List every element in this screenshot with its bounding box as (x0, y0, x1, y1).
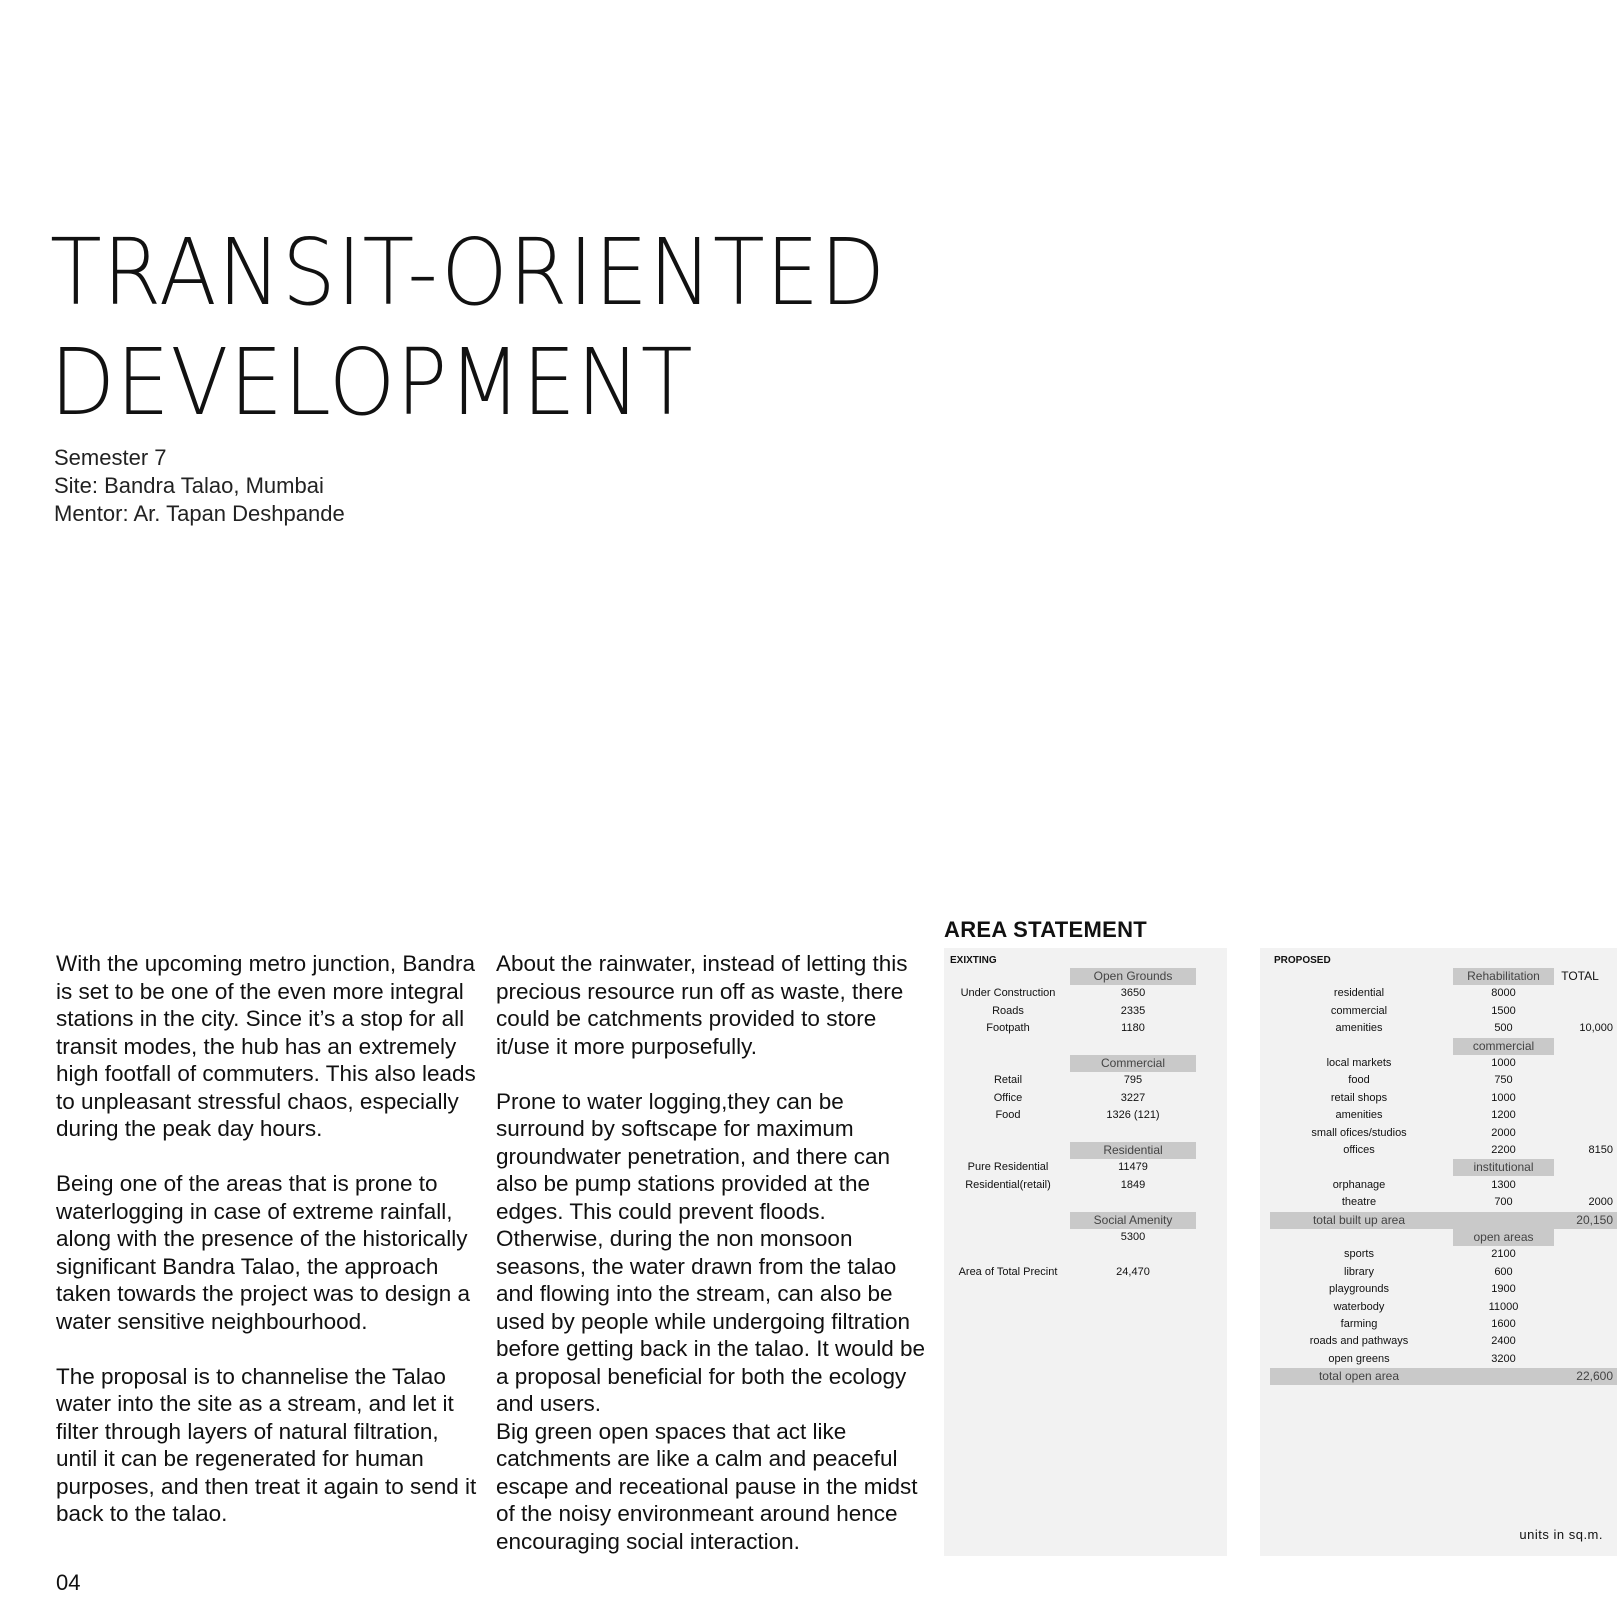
row-label: Under Construction (960, 987, 1056, 1000)
row-value: 1200 (1491, 1109, 1516, 1122)
row-value: 3227 (1120, 1091, 1146, 1104)
row-label: food (1348, 1074, 1370, 1087)
summary-label: total open area (1318, 1369, 1400, 1384)
row-value: 2000 (1491, 1126, 1516, 1139)
row-label: amenities (1335, 1022, 1383, 1035)
paragraph: The proposal is to channelise the Talao water into the site as a stream, and let it filter through layers of natural filtration, until it can be regenerated for human purposes, and then treat it again to send it back to the talao. (56, 1363, 477, 1526)
mentor-label: Mentor: Ar. Tapan Deshpande (54, 501, 345, 526)
row-label: library (1344, 1265, 1374, 1278)
page-title (50, 218, 886, 438)
row-value: 1849 (1120, 1178, 1146, 1191)
row-value: 3200 (1491, 1352, 1516, 1365)
row-label: farming (1340, 1318, 1378, 1330)
row-total: 8150 (1588, 1144, 1613, 1156)
row-label: Retail (993, 1074, 1023, 1087)
row-value: 750 (1494, 1074, 1513, 1087)
section-header: Social Amenity (1070, 1212, 1196, 1229)
row-value: 1300 (1491, 1178, 1516, 1191)
row-value: 3650 (1120, 987, 1146, 1000)
row-value: 1000 (1491, 1091, 1516, 1104)
row-value: 2200 (1491, 1144, 1516, 1156)
proposed-area-table (1260, 948, 1617, 1556)
body-column-2 (496, 950, 936, 1583)
row-value: 1180 (1121, 1022, 1145, 1035)
row-label: small ofices/studios (1311, 1126, 1407, 1139)
row-value: 795 (1123, 1074, 1143, 1087)
total-value: 24,470 (1116, 1265, 1150, 1278)
section-header: Commercial (1070, 1055, 1196, 1072)
row-label: residential (1333, 987, 1385, 1000)
row-value: 500 (1494, 1022, 1513, 1035)
section-header: institutional (1453, 1159, 1554, 1176)
paragraph: With the upcoming metro junction, Bandra is set to be one of the even more integral stations in the city. Since it’s a stop for all transit modes, the hub has an extremely high footfall of commuters. This also leads to unpleasant stressful chaos, especially during the peak day hours. (56, 951, 476, 1141)
total-column-header: TOTAL (1561, 969, 1599, 983)
semester-label: Semester 7 (54, 445, 167, 470)
row-label: roads and pathways (1309, 1335, 1409, 1348)
row-value: 1900 (1491, 1283, 1516, 1296)
page-number: 04 (56, 1570, 81, 1595)
row-value: 1326 (121) (1106, 1109, 1160, 1122)
paragraph: Prone to water logging,they can be surround by softscape for maximum groundwater penetration, and there can also be pump stations provided at the edges. This could prevent floods. Otherwise, during the non monsoon seasons, the water drawn from the talao and flowing into the stream, can also be used by people while undergoing filtration before getting back in the talao. It would be a proposal beneficial for both the ecology and users. (496, 1088, 926, 1416)
row-label: orphanage (1332, 1178, 1386, 1191)
row-label: playgrounds (1329, 1283, 1389, 1296)
row-value: 600 (1494, 1265, 1513, 1278)
row-total: 2000 (1588, 1196, 1613, 1209)
row-value: 5300 (1120, 1231, 1146, 1243)
row-label: local markets (1326, 1057, 1392, 1069)
row-label: theatre (1341, 1196, 1377, 1209)
row-value: 2100 (1491, 1248, 1516, 1261)
row-label: retail shops (1330, 1091, 1388, 1104)
row-value: 11479 (1118, 1161, 1148, 1174)
row-value: 700 (1494, 1196, 1513, 1209)
existing-label: EXIXTING (950, 955, 997, 966)
row-label: Office (993, 1091, 1023, 1104)
row-label: commercial (1330, 1004, 1388, 1017)
units-note: units in sq.m. (1519, 1527, 1603, 1542)
row-label: Footpath (986, 1022, 1030, 1035)
row-label: Pure Residential (967, 1161, 1049, 1174)
row-value: 2400 (1491, 1335, 1516, 1348)
row-value: 1600 (1491, 1318, 1516, 1330)
row-label: waterbody (1333, 1300, 1385, 1313)
paragraph: Being one of the areas that is prone to waterlogging in case of extreme rainfall, along with the presence of the historically significant Bandra Talao, the approach taken towards the project was to design a water sensitive neighbourhood. (56, 1171, 470, 1334)
row-value: 1000 (1491, 1057, 1516, 1069)
area-statement-title: AREA STATEMENT (944, 917, 1148, 942)
row-value: 2335 (1120, 1004, 1146, 1017)
row-label: offices (1343, 1144, 1375, 1156)
total-label: Area of Total Precint (958, 1265, 1058, 1278)
section-header: commercial (1453, 1038, 1554, 1055)
row-value: 8000 (1491, 987, 1516, 1000)
existing-area-table (944, 948, 1227, 1556)
row-value: 1500 (1491, 1004, 1516, 1017)
row-label: amenities (1335, 1109, 1383, 1122)
summary-value: 20,150 (1576, 1212, 1613, 1227)
title-line-2: DEVELOPMENT (50, 329, 694, 436)
proposed-label: PROPOSED (1274, 955, 1331, 966)
section-header: Residential (1070, 1142, 1196, 1159)
paragraph: About the rainwater, instead of letting this precious resource run off as waste, there could be catchments provided to store it/use it more purposefully. (496, 951, 908, 1059)
row-label: Residential(retail) (965, 1178, 1051, 1191)
site-label: Site: Bandra Talao, Mumbai (54, 473, 324, 498)
paragraph: Big green open spaces that act like catchments are like a calm and peaceful escape and receational pause in the midst of the noisy environmeant around hence encouraging social interaction. (496, 1418, 918, 1554)
body-column-1 (56, 950, 486, 1555)
row-value: 11000 (1488, 1300, 1519, 1313)
section-header: Open Grounds (1070, 968, 1196, 985)
project-meta (54, 444, 345, 528)
row-total: 10,000 (1579, 1022, 1613, 1035)
title-line-1: TRANSIT-ORIENTED (50, 219, 887, 326)
row-label: open greens (1328, 1352, 1390, 1365)
summary-label: total built up area (1312, 1212, 1406, 1227)
section-header: open areas (1453, 1229, 1554, 1246)
row-label: Roads (992, 1004, 1024, 1017)
row-label: Food (995, 1109, 1021, 1122)
section-header: Rehabilitation (1453, 968, 1554, 985)
row-label: sports (1344, 1248, 1374, 1261)
summary-value: 22,600 (1576, 1369, 1613, 1384)
